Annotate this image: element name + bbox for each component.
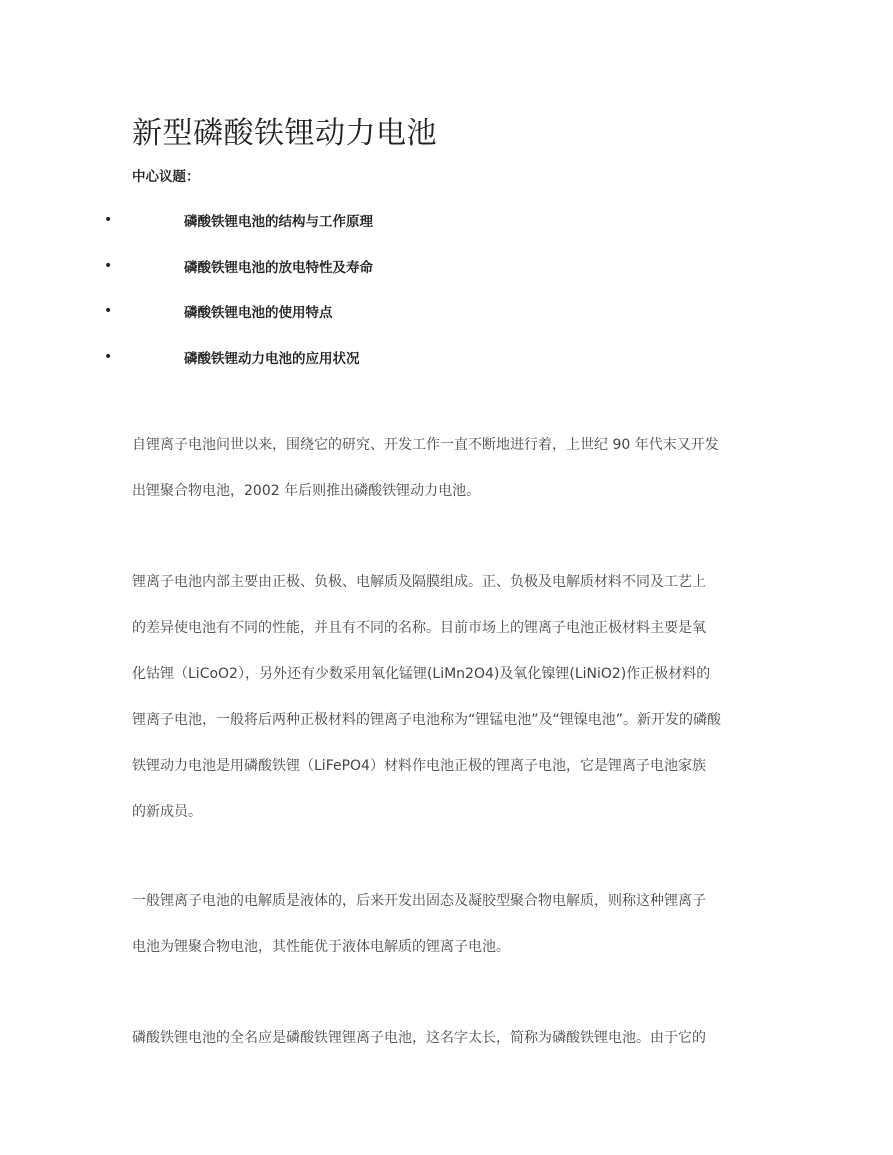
paragraph-line: 铁锂动力电池是用磷酸铁锂（LiFePO4）材料作电池正极的锂离子电池，它是锂离子电池家族 — [132, 758, 706, 774]
bullet-icon: • — [104, 258, 113, 274]
bullet-icon: • — [104, 303, 113, 319]
topic-list-item — [0, 256, 893, 276]
bullet-icon: • — [104, 212, 113, 228]
topic-list-item — [0, 347, 893, 367]
paragraph — [132, 1029, 772, 1075]
paragraph-line: 一般锂离子电池的电解质是液体的，后来开发出固态及凝胶型聚合物电解质，则称这种锂离子 — [132, 893, 706, 909]
topic-list-item — [0, 210, 893, 230]
section-subtitle: 中心议题： — [132, 169, 200, 185]
paragraph-line: 电池为锂聚合物电池，其性能优于液体电解质的锂离子电池。 — [132, 939, 510, 955]
topic-text: 磷酸铁锂动力电池的应用状况 — [184, 351, 360, 367]
paragraph-line: 锂离子电池内部主要由正极、负极、电解质及隔膜组成。正、负极及电解质材料不同及工艺上 — [132, 574, 706, 590]
topic-text: 磷酸铁锂电池的放电特性及寿命 — [184, 260, 373, 276]
paragraph-line: 磷酸铁锂电池的全名应是磷酸铁锂锂离子电池，这名字太长，简称为磷酸铁锂电池。由于它的 — [132, 1030, 706, 1046]
paragraph-line: 的新成员。 — [132, 804, 202, 820]
paragraph-line: 的差异使电池有不同的性能，并且有不同的名称。目前市场上的锂离子电池正极材料主要是氧 — [132, 620, 706, 636]
paragraph-line: 锂离子电池，一般将后两种正极材料的锂离子电池称为“锂锰电池”及“锂镍电池”。新开发的磷酸 — [132, 712, 722, 728]
paragraph — [132, 892, 772, 984]
topic-text: 磷酸铁锂电池的结构与工作原理 — [184, 214, 373, 230]
paragraph — [132, 573, 772, 849]
topic-text: 磷酸铁锂电池的使用特点 — [184, 305, 333, 321]
topic-list-item — [0, 301, 893, 321]
paragraph — [132, 436, 772, 528]
bullet-icon: • — [104, 349, 113, 365]
paragraph-line: 自锂离子电池问世以来，围绕它的研究、开发工作一直不断地进行着，上世纪 90 年代末又开发 — [132, 437, 719, 453]
paragraph-line: 化钴锂（LiCoO2），另外还有少数采用氧化锰锂(LiMn2O4)及氧化镍锂(LiNiO2)作正极材料的 — [132, 666, 711, 682]
paragraph-line: 出锂聚合物电池，2002 年后则推出磷酸铁锂动力电池。 — [132, 483, 481, 499]
document-title: 新型磷酸铁锂动力电池 — [132, 116, 437, 151]
